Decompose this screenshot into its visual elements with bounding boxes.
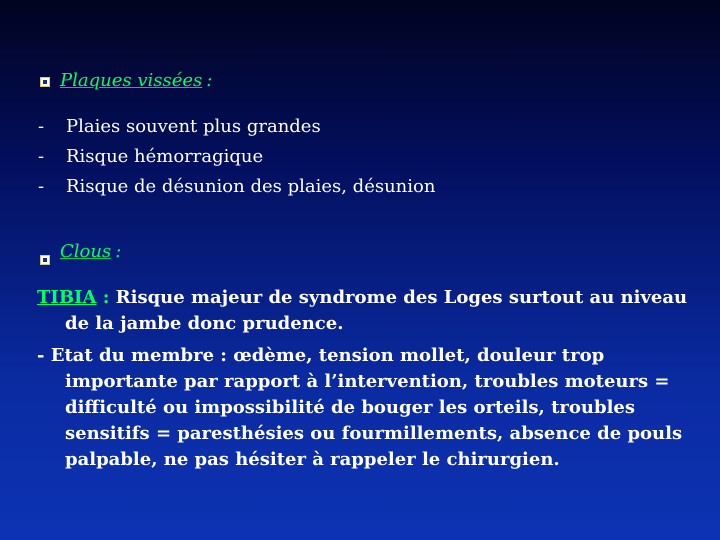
tibia-paragraph	[37, 285, 715, 337]
list-item: Risque de désunion des plaies, désunion	[66, 176, 436, 197]
tibia-label: TIBIA	[37, 287, 97, 308]
list-dash: -	[38, 146, 45, 167]
square-bullet-icon	[40, 255, 50, 265]
section-heading-plaques	[60, 70, 212, 91]
list-item: Risque hémorragique	[66, 146, 264, 167]
list-dash: -	[38, 176, 45, 197]
heading-text: Plaques vissées	[60, 70, 203, 91]
list-item: Plaies souvent plus grandes	[66, 116, 321, 137]
heading-colon: :	[115, 241, 122, 262]
heading-text: Clous	[60, 241, 112, 262]
section-heading-clous	[60, 241, 121, 262]
list-dash: -	[38, 116, 45, 137]
heading-colon: :	[206, 70, 213, 91]
etat-paragraph: - Etat du membre : œdème, tension mollet, douleur trop importante par rapport à l’intervention, troubles moteurs = difficulté ou impossibilité de bouger les orteils, troubles sensitifs = paresthésies ou fourmillements, absence de pouls palpable, ne pas hésiter à rappeler le chirurgien.	[37, 345, 683, 470]
tibia-text: Risque majeur de syndrome des Loges surtout au niveau de la jambe donc prudence.	[65, 287, 688, 334]
square-bullet-icon	[40, 77, 50, 87]
tibia-colon: :	[102, 287, 110, 308]
